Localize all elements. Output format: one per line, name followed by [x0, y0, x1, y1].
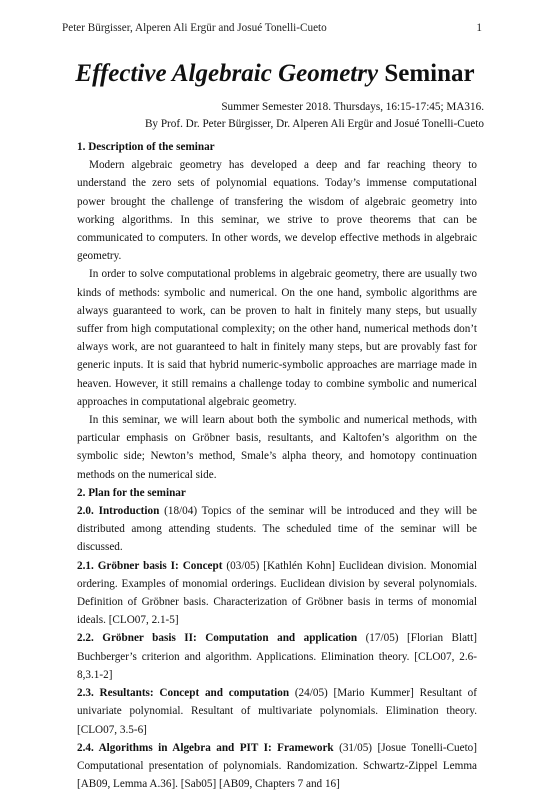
section-heading-plan: 2. Plan for the seminar [77, 486, 186, 499]
title-italic-part: Effective Algebraic Geometry [75, 60, 379, 87]
document-title [0, 60, 550, 88]
running-header [62, 22, 482, 38]
plan-item [77, 502, 477, 557]
header-authors: Peter Bürgisser, Alperen Ali Ergür and Josué Tonelli-Cueto [62, 22, 327, 34]
paragraph: In this seminar, we will learn about both the symbolic and numerical methods, with particular emphasis on Gröbner basis, resultants, and Kaltofen’s algorithm on the symbolic side; Newton’s method, Smale’s alpha theory, and homotopy continuation methods on the numerical side. [77, 414, 477, 481]
plan-item [77, 629, 477, 684]
title-plain-part: Seminar [378, 60, 475, 87]
paragraph: In order to solve computational problems in algebraic geometry, there are usually two kinds of methods: symbolic and numerical. On the one hand, symbolic algorithms are always guaranteed to work, can be proven to halt in finitely many steps, but usually suffer from high computational complexity; on the other hand, numerical methods don’t always work, are not guaranteed to halt in finitely many steps, but are provably fast for generic inputs. It is said that hybrid numeric-symbolic approaches are marriage made in heaven. However, it still remains a challenge today to combine symbolic and numerical approaches in computational algebraic geometry. [77, 268, 477, 408]
paragraph: Modern algebraic geometry has developed a deep and far reaching theory to understand the zero sets of polynomial equations. Today’s immense computational power brought the challenge of transfering the wisdom of algebraic geometry into working algorithms. In this seminar, we strive to prove theorems that can be communicated to computers. In other words, we develop effective methods in algebraic geometry. [77, 159, 477, 263]
plan-item-text: (03/05) [Kathlén Kohn] Euclidean division. Monomial ordering. Examples of monomial orderings. Euclidean division by several polynomials. Definition of Gröbner basis. Characterization of Gröbner basis in terms of monomial ideals. [CLO07, 2.1-5] [77, 559, 477, 627]
section-heading-description: 1. Description of the seminar [77, 141, 215, 153]
page-number: 1 [476, 22, 482, 34]
plan-item-title: 2.3. Resultants: Concept and computation [77, 687, 290, 700]
plan-item-title: 2.2. Gröbner basis II: Computation and application [77, 632, 358, 645]
document-body [77, 138, 477, 793]
instructors-line: By Prof. Dr. Peter Bürgisser, Dr. Alperen Ali Ergür and Josué Tonelli-Cueto [144, 118, 484, 130]
schedule-line: Summer Semester 2018. Thursdays, 16:15-17:45; MA316. [221, 101, 484, 113]
plan-item-title: 2.1. Gröbner basis I: Concept [77, 559, 223, 572]
plan-item-text: (17/05) [Florian Blatt] Buchberger’s criterion and algorithm. Applications. Elimination theory. [CLO07, 2.6-8,3.1-2] [77, 632, 477, 681]
plan-item-title: 2.4. Algorithms in Algebra and PIT I: Framework [77, 741, 334, 754]
plan-item-text: (18/04) Topics of the seminar will be introduced and they will be distributed among attending students. The scheduled time of the seminar will be discussed. [77, 505, 478, 554]
plan-item [77, 684, 477, 739]
plan-item [77, 739, 477, 793]
plan-item [77, 557, 477, 630]
plan-item-text: (24/05) [Mario Kummer] Resultant of univariate polynomial. Resultant of multivariate polynomials. Elimination theory. [CLO07, 3.5-6] [77, 687, 477, 736]
plan-item-text: (31/05) [Josue Tonelli-Cueto] Computational presentation of polynomials. Randomization. Schwartz-Zippel Lemma [AB09, Lemma A.36]. [Sab05] [AB09, Chapters 7 and 16] [77, 741, 477, 791]
plan-item-title: 2.0. Introduction [77, 505, 160, 518]
